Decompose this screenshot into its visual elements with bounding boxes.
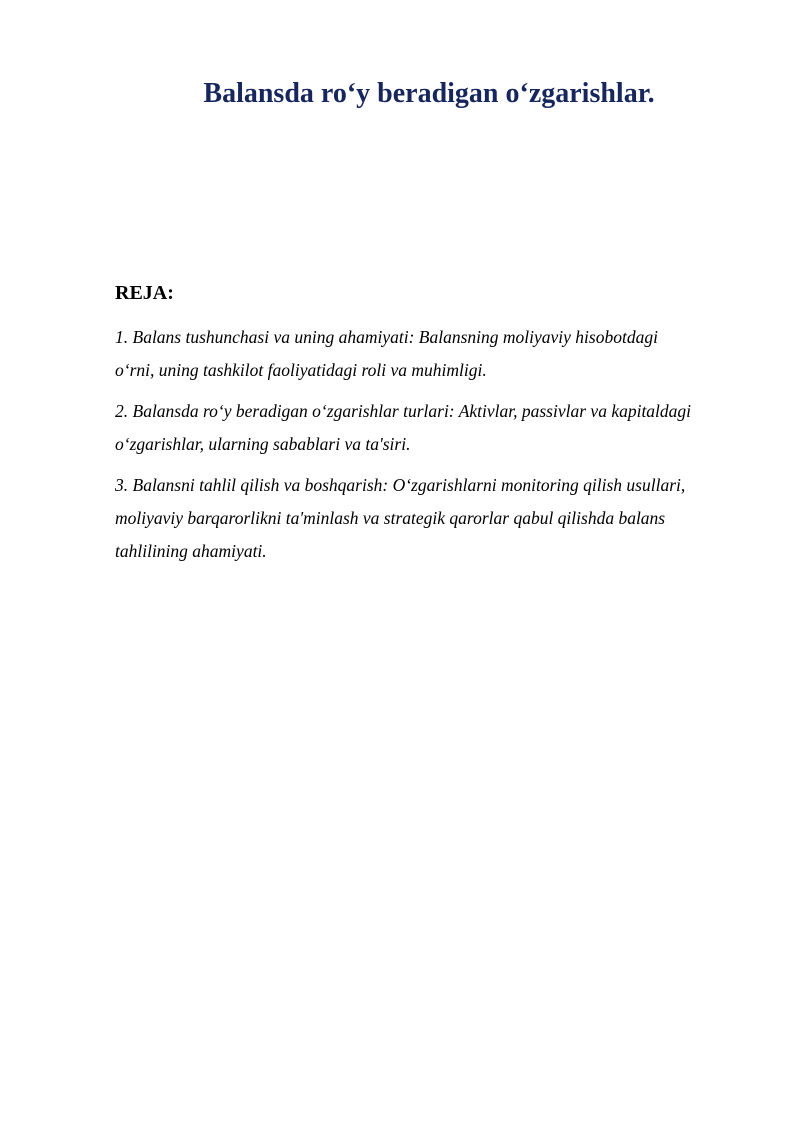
plan-item-3-line-2: moliyaviy barqarorlikni ta'minlash va strategik qarorlar qabul qilishda balans — [115, 508, 666, 528]
plan-item-3-line-3: tahlilining ahamiyati. — [115, 541, 267, 561]
plan-item-2 — [115, 395, 755, 461]
plan-item-3-line-1: 3. Balansni tahlil qilish va boshqarish: O‘zgarishlarni monitoring qilish usullari, — [115, 475, 686, 495]
plan-item-3 — [115, 469, 755, 568]
plan-item-1-line-2: o‘rni, uning tashkilot faoliyatidagi roli va muhimligi. — [115, 360, 487, 380]
plan-item-1-line-1: 1. Balans tushunchasi va uning ahamiyati: Balansning moliyaviy hisobotdagi — [115, 327, 658, 347]
plan-item-1 — [115, 321, 755, 387]
plan-item-2-line-1: 2. Balansda ro‘y beradigan o‘zgarishlar turlari: Aktivlar, passivlar va kapitaldagi — [115, 401, 692, 421]
plan-item-2-line-2: o‘zgarishlar, ularning sabablari va ta'siri. — [115, 434, 411, 454]
document-title: Balansda ro‘y beradigan o‘zgarishlar. — [203, 78, 655, 109]
plan-list — [115, 321, 755, 576]
plan-heading: REJA: — [115, 282, 174, 304]
